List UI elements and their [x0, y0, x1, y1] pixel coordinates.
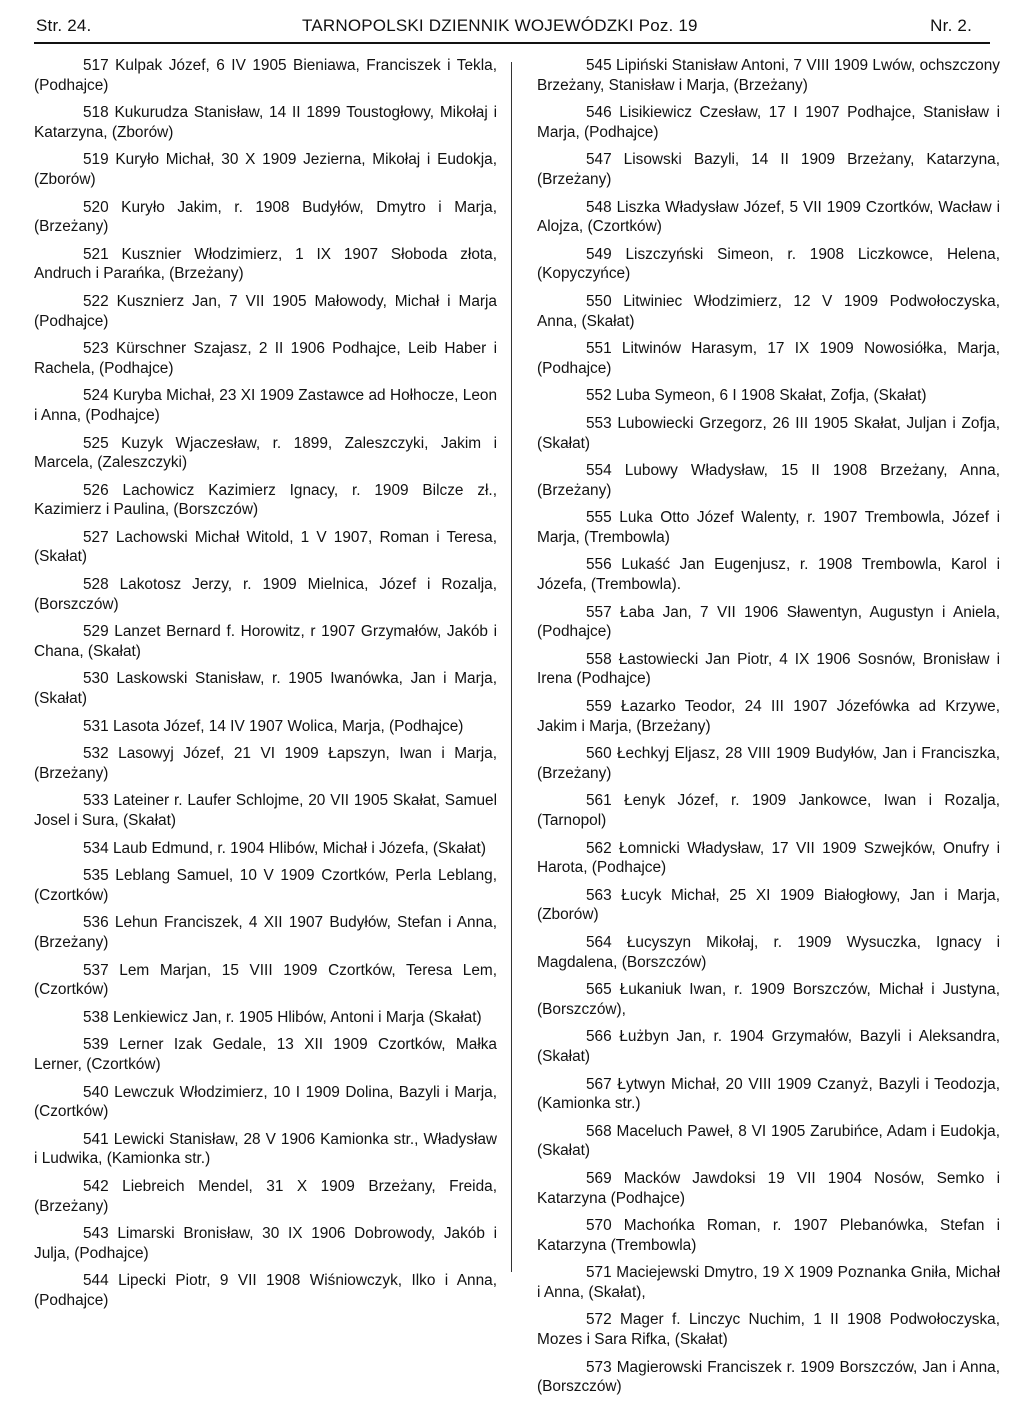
- list-entry: 557 Łaba Jan, 7 VII 1906 Sławentyn, Augustyn i Aniela, (Podhajce): [537, 603, 1000, 641]
- list-entry: 521 Kusznier Włodzimierz, 1 IX 1907 Słoboda złota, Andruch i Parańka, (Brzeżany): [34, 245, 497, 283]
- list-entry: 540 Lewczuk Włodzimierz, 10 I 1909 Dolina, Bazyli i Marja, (Czortków): [34, 1083, 497, 1121]
- list-entry: 543 Limarski Bronisław, 30 IX 1906 Dobrowody, Jakób i Julja, (Podhajce): [34, 1225, 497, 1262]
- page-header: [34, 10, 990, 44]
- column-divider: [511, 62, 512, 1272]
- list-entry: 566 Łużbyn Jan, r. 1904 Grzymałów, Bazyli i Aleksandra, (Skałat): [537, 1028, 1000, 1065]
- issue-number: Nr. 2.: [930, 16, 972, 35]
- list-entry: 570 Machońka Roman, r. 1907 Plebanówka, Stefan i Katarzyna (Trembowla): [537, 1217, 1000, 1254]
- list-entry: 569 Macków Jawdoksi 19 VII 1904 Nosów, Semko i Katarzyna (Podhajce): [537, 1169, 1000, 1207]
- list-entry: 560 Łechkyj Eljasz, 28 VIII 1909 Budyłów, Jan i Franciszka, (Brzeżany): [537, 745, 1000, 782]
- list-entry: 522 Kusznierz Jan, 7 VII 1905 Małowody, Michał i Marja (Podhajce): [34, 292, 497, 330]
- list-entry: 544 Lipecki Piotr, 9 VII 1908 Wiśniowczyk, Ilko i Anna, (Podhajce): [34, 1272, 497, 1309]
- list-entry: 535 Leblang Samuel, 10 V 1909 Czortków, Perla Leblang, (Czortków): [34, 867, 497, 904]
- list-entry: 562 Łomnicki Władysław, 17 VII 1909 Szwejków, Onufry i Harota, (Podhajce): [537, 839, 1000, 877]
- list-entry: 553 Lubowiecki Grzegorz, 26 III 1905 Skałat, Juljan i Zofja, (Skałat): [537, 414, 1000, 452]
- list-entry: 537 Lem Marjan, 15 VIII 1909 Czortków, Teresa Lem, (Czortków): [34, 961, 497, 999]
- list-entry: 558 Łastowiecki Jan Piotr, 4 IX 1906 Sosnów, Bronisław i Irena (Podhajce): [537, 650, 1000, 688]
- journal-title: TARNOPOLSKI DZIENNIK WOJEWÓDZKI Poz. 19: [302, 16, 698, 35]
- list-entry: 532 Lasowyj Józef, 21 VI 1909 Łapszyn, Iwan i Marja, (Brzeżany): [34, 745, 497, 782]
- right-column: [537, 56, 1000, 1405]
- list-entry: 567 Łytwyn Michał, 20 VIII 1909 Czanyż, Bazyli i Teodozja, (Kamionka str.): [537, 1075, 1000, 1113]
- list-entry: 571 Maciejewski Dmytro, 19 X 1909 Poznanka Gniła, Michał i Anna, (Skałat),: [537, 1264, 1000, 1301]
- list-entry: 546 Lisikiewicz Czesław, 17 I 1907 Podhajce, Stanisław i Marja, (Podhajce): [537, 104, 1000, 141]
- list-entry: 565 Łukaniuk Iwan, r. 1909 Borszczów, Michał i Justyna, (Borszczów),: [537, 981, 1000, 1018]
- list-entry: 548 Liszka Władysław Józef, 5 VII 1909 Czortków, Wacław i Alojza, (Czortków): [537, 198, 1000, 236]
- list-entry: 517 Kulpak Józef, 6 IV 1905 Bieniawa, Franciszek i Tekla, (Podhajce): [34, 57, 497, 94]
- list-entry: 572 Mager f. Linczyc Nuchim, 1 II 1908 Podwołoczyska, Mozes i Sara Rifka, (Skałat): [537, 1311, 1000, 1349]
- list-entry: 549 Liszczyński Simeon, r. 1908 Liczkowce, Helena, (Kopyczyńce): [537, 245, 1000, 283]
- list-entry: 561 Łenyk Józef, r. 1909 Jankowce, Iwan i Rozalja, (Tarnopol): [537, 792, 1000, 829]
- list-entry: 563 Łucyk Michał, 25 XI 1909 Białogłowy, Jan i Marja, (Zborów): [537, 886, 1000, 924]
- list-entry: 524 Kuryba Michał, 23 XI 1909 Zastawce ad Hołhocze, Leon i Anna, (Podhajce): [34, 387, 497, 424]
- list-entry: 539 Lerner Izak Gedale, 13 XII 1909 Czortków, Małka Lerner, (Czortków): [34, 1036, 497, 1073]
- list-entry: 538 Lenkiewicz Jan, r. 1905 Hlibów, Antoni i Marja (Skałat): [83, 1008, 482, 1026]
- left-column: [34, 56, 497, 1318]
- list-entry: 541 Lewicki Stanisław, 28 V 1906 Kamionka str., Władysław i Ludwika, (Kamionka str.): [34, 1130, 497, 1168]
- list-entry: 547 Lisowski Bazyli, 14 II 1909 Brzeżany, Katarzyna, (Brzeżany): [537, 151, 1000, 188]
- list-entry: 525 Kuzyk Wjaczesław, r. 1899, Zaleszczyki, Jakim i Marcela, (Zaleszczyki): [34, 434, 497, 472]
- list-entry: 551 Litwinów Harasym, 17 IX 1909 Nowosiółka, Marja, (Podhajce): [537, 340, 1000, 377]
- list-entry: 531 Lasota Józef, 14 IV 1907 Wolica, Marja, (Podhajce): [83, 717, 464, 735]
- list-entry: 559 Łazarko Teodor, 24 III 1907 Józefówka ad Krzywe, Jakim i Marja, (Brzeżany): [537, 698, 1000, 735]
- list-entry: 564 Łucyszyn Mikołaj, r. 1909 Wysuczka, Ignacy i Magdalena, (Borszczów): [537, 933, 1000, 971]
- list-entry: 536 Lehun Franciszek, 4 XII 1907 Budyłów, Stefan i Anna, (Brzeżany): [34, 914, 497, 951]
- list-entry: 534 Laub Edmund, r. 1904 Hlibów, Michał i Józefa, (Skałat): [83, 839, 486, 857]
- list-entry: 529 Lanzet Bernard f. Horowitz, r 1907 Grzymałów, Jakób i Chana, (Skałat): [34, 623, 497, 660]
- page-number: Str. 24.: [36, 16, 92, 35]
- list-entry: 528 Lakotosz Jerzy, r. 1909 Mielnica, Józef i Rozalja, (Borszczów): [34, 576, 497, 613]
- list-entry: 556 Lukaść Jan Eugenjusz, r. 1908 Trembowla, Karol i Józefa, (Trembowla).: [537, 556, 1000, 594]
- list-entry: 519 Kuryło Michał, 30 X 1909 Jezierna, Mikołaj i Eudokja, (Zborów): [34, 151, 497, 188]
- list-entry: 550 Litwiniec Włodzimierz, 12 V 1909 Podwołoczyska, Anna, (Skałat): [537, 292, 1000, 330]
- list-entry: 527 Lachowski Michał Witold, 1 V 1907, Roman i Teresa, (Skałat): [34, 528, 497, 566]
- list-entry: 552 Luba Symeon, 6 I 1908 Skałat, Zofja, (Skałat): [586, 387, 927, 405]
- list-entry: 542 Liebreich Mendel, 31 X 1909 Brzeżany, Freida, (Brzeżany): [34, 1177, 497, 1215]
- list-entry: 520 Kuryło Jakim, r. 1908 Budyłów, Dmytro i Marja, (Brzeżany): [34, 198, 497, 236]
- list-entry: 533 Lateiner r. Laufer Schlojme, 20 VII 1905 Skałat, Samuel Josel i Sura, (Skałat): [34, 792, 497, 829]
- list-entry: 573 Magierowski Franciszek r. 1909 Borszczów, Jan i Anna, (Borszczów): [537, 1358, 1000, 1396]
- list-entry: 545 Lipiński Stanisław Antoni, 7 VIII 1909 Lwów, ochszczony Brzeżany, Stanisław i Marja, (Brzeżany): [537, 57, 1000, 94]
- list-entry: 530 Laskowski Stanisław, r. 1905 Iwanówka, Jan i Marja, (Skałat): [34, 670, 497, 708]
- list-entry: 554 Lubowy Władysław, 15 II 1908 Brzeżany, Anna, (Brzeżany): [537, 462, 1000, 499]
- list-entry: 523 Kürschner Szajasz, 2 II 1906 Podhajce, Leib Haber i Rachela, (Podhajce): [34, 340, 497, 377]
- list-entry: 568 Maceluch Paweł, 8 VI 1905 Zarubińce, Adam i Eudokja, (Skałat): [537, 1122, 1000, 1160]
- list-entry: 518 Kukurudza Stanisław, 14 II 1899 Toustogłowy, Mikołaj i Katarzyna, (Zborów): [34, 104, 497, 141]
- list-entry: 555 Luka Otto Józef Walenty, r. 1907 Trembowla, Józef i Marja, (Trembowla): [537, 509, 1000, 546]
- list-entry: 526 Lachowicz Kazimierz Ignacy, r. 1909 Bilcze zł., Kazimierz i Paulina, (Borszczów): [34, 481, 497, 519]
